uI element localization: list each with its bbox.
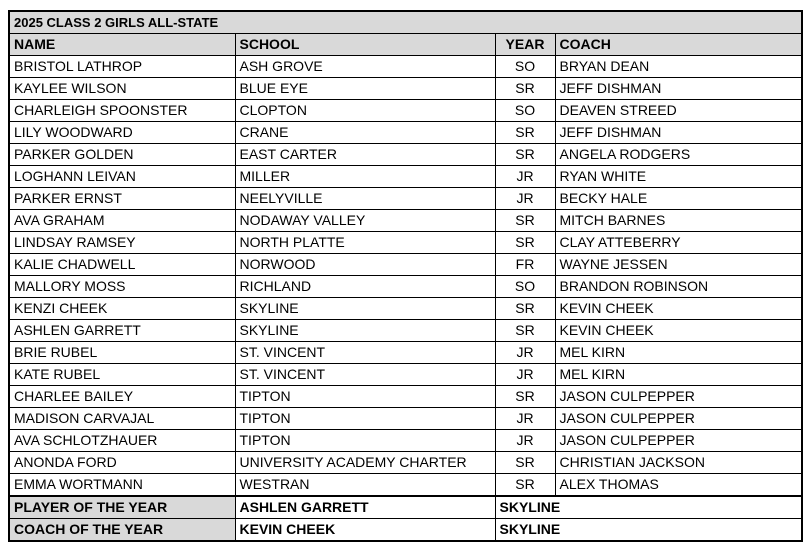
coach-name: DEAVEN STREED	[555, 100, 802, 122]
table-row	[9, 78, 802, 100]
coach-name: MITCH BARNES	[555, 210, 802, 232]
school-name: WESTRAN	[235, 474, 495, 497]
coach-name: JASON CULPEPPER	[555, 408, 802, 430]
coach-name: MEL KIRN	[555, 364, 802, 386]
player-name: EMMA WORTMANN	[9, 474, 235, 497]
award-school: SKYLINE	[495, 519, 802, 542]
player-name: CHARLEE BAILEY	[9, 386, 235, 408]
player-name: LOGHANN LEIVAN	[9, 166, 235, 188]
coach-name: JASON CULPEPPER	[555, 386, 802, 408]
coach-name: BECKY HALE	[555, 188, 802, 210]
school-name: ST. VINCENT	[235, 364, 495, 386]
class-year: SR	[495, 210, 555, 232]
table-row	[9, 298, 802, 320]
class-year: SR	[495, 474, 555, 497]
class-year: SO	[495, 100, 555, 122]
coach-name: KEVIN CHEEK	[555, 320, 802, 342]
table-row	[9, 430, 802, 452]
column-header-name: NAME	[9, 34, 235, 56]
school-name: BLUE EYE	[235, 78, 495, 100]
table-row	[9, 166, 802, 188]
player-name: KAYLEE WILSON	[9, 78, 235, 100]
table-row	[9, 232, 802, 254]
table-row	[9, 474, 802, 497]
table-row	[9, 144, 802, 166]
school-name: MILLER	[235, 166, 495, 188]
class-year: SR	[495, 232, 555, 254]
award-row	[9, 519, 802, 542]
player-name: BRISTOL LATHROP	[9, 56, 235, 78]
table-row	[9, 408, 802, 430]
school-name: EAST CARTER	[235, 144, 495, 166]
table-row	[9, 320, 802, 342]
column-header-year: YEAR	[495, 34, 555, 56]
all-state-table	[8, 10, 803, 542]
player-name: AVA GRAHAM	[9, 210, 235, 232]
table-row	[9, 364, 802, 386]
player-name: KENZI CHEEK	[9, 298, 235, 320]
table-row	[9, 122, 802, 144]
award-row	[9, 496, 802, 519]
class-year: JR	[495, 364, 555, 386]
table-row	[9, 386, 802, 408]
player-name: LILY WOODWARD	[9, 122, 235, 144]
award-winner: KEVIN CHEEK	[235, 519, 495, 542]
class-year: JR	[495, 430, 555, 452]
coach-name: BRYAN DEAN	[555, 56, 802, 78]
award-label: PLAYER OF THE YEAR	[9, 496, 235, 519]
class-year: SR	[495, 298, 555, 320]
coach-name: CLAY ATTEBERRY	[555, 232, 802, 254]
class-year: SO	[495, 276, 555, 298]
coach-name: KEVIN CHEEK	[555, 298, 802, 320]
school-name: NEELYVILLE	[235, 188, 495, 210]
class-year: SO	[495, 56, 555, 78]
class-year: JR	[495, 166, 555, 188]
player-name: LINDSAY RAMSEY	[9, 232, 235, 254]
header-row	[9, 34, 802, 56]
coach-name: ANGELA RODGERS	[555, 144, 802, 166]
school-name: NORWOOD	[235, 254, 495, 276]
class-year: SR	[495, 144, 555, 166]
coach-name: MEL KIRN	[555, 342, 802, 364]
coach-name: BRANDON ROBINSON	[555, 276, 802, 298]
class-year: SR	[495, 78, 555, 100]
coach-name: JASON CULPEPPER	[555, 430, 802, 452]
class-year: SR	[495, 386, 555, 408]
class-year: SR	[495, 122, 555, 144]
school-name: UNIVERSITY ACADEMY CHARTER	[235, 452, 495, 474]
table-row	[9, 210, 802, 232]
player-name: ASHLEN GARRETT	[9, 320, 235, 342]
player-name: ANONDA FORD	[9, 452, 235, 474]
player-name: BRIE RUBEL	[9, 342, 235, 364]
school-name: TIPTON	[235, 408, 495, 430]
school-name: TIPTON	[235, 430, 495, 452]
school-name: NODAWAY VALLEY	[235, 210, 495, 232]
table-row	[9, 342, 802, 364]
coach-name: CHRISTIAN JACKSON	[555, 452, 802, 474]
column-header-coach: COACH	[555, 34, 802, 56]
award-winner: ASHLEN GARRETT	[235, 496, 495, 519]
coach-name: JEFF DISHMAN	[555, 122, 802, 144]
award-label: COACH OF THE YEAR	[9, 519, 235, 542]
table-row	[9, 452, 802, 474]
player-name: AVA SCHLOTZHAUER	[9, 430, 235, 452]
class-year: FR	[495, 254, 555, 276]
table-row	[9, 276, 802, 298]
class-year: JR	[495, 408, 555, 430]
school-name: NORTH PLATTE	[235, 232, 495, 254]
table-row	[9, 100, 802, 122]
title-row	[9, 11, 802, 34]
coach-name: WAYNE JESSEN	[555, 254, 802, 276]
table-row	[9, 254, 802, 276]
player-name: PARKER ERNST	[9, 188, 235, 210]
class-year: SR	[495, 320, 555, 342]
class-year: SR	[495, 452, 555, 474]
school-name: ST. VINCENT	[235, 342, 495, 364]
school-name: CRANE	[235, 122, 495, 144]
player-name: KALIE CHADWELL	[9, 254, 235, 276]
player-name: PARKER GOLDEN	[9, 144, 235, 166]
coach-name: JEFF DISHMAN	[555, 78, 802, 100]
school-name: RICHLAND	[235, 276, 495, 298]
school-name: CLOPTON	[235, 100, 495, 122]
school-name: TIPTON	[235, 386, 495, 408]
school-name: ASH GROVE	[235, 56, 495, 78]
class-year: JR	[495, 188, 555, 210]
table-row	[9, 188, 802, 210]
table-title: 2025 CLASS 2 GIRLS ALL-STATE	[9, 11, 802, 34]
coach-name: ALEX THOMAS	[555, 474, 802, 497]
player-name: MALLORY MOSS	[9, 276, 235, 298]
column-header-school: SCHOOL	[235, 34, 495, 56]
player-name: CHARLEIGH SPOONSTER	[9, 100, 235, 122]
class-year: JR	[495, 342, 555, 364]
coach-name: RYAN WHITE	[555, 166, 802, 188]
school-name: SKYLINE	[235, 298, 495, 320]
award-school: SKYLINE	[495, 496, 802, 519]
school-name: SKYLINE	[235, 320, 495, 342]
player-name: KATE RUBEL	[9, 364, 235, 386]
table-row	[9, 56, 802, 78]
player-name: MADISON CARVAJAL	[9, 408, 235, 430]
